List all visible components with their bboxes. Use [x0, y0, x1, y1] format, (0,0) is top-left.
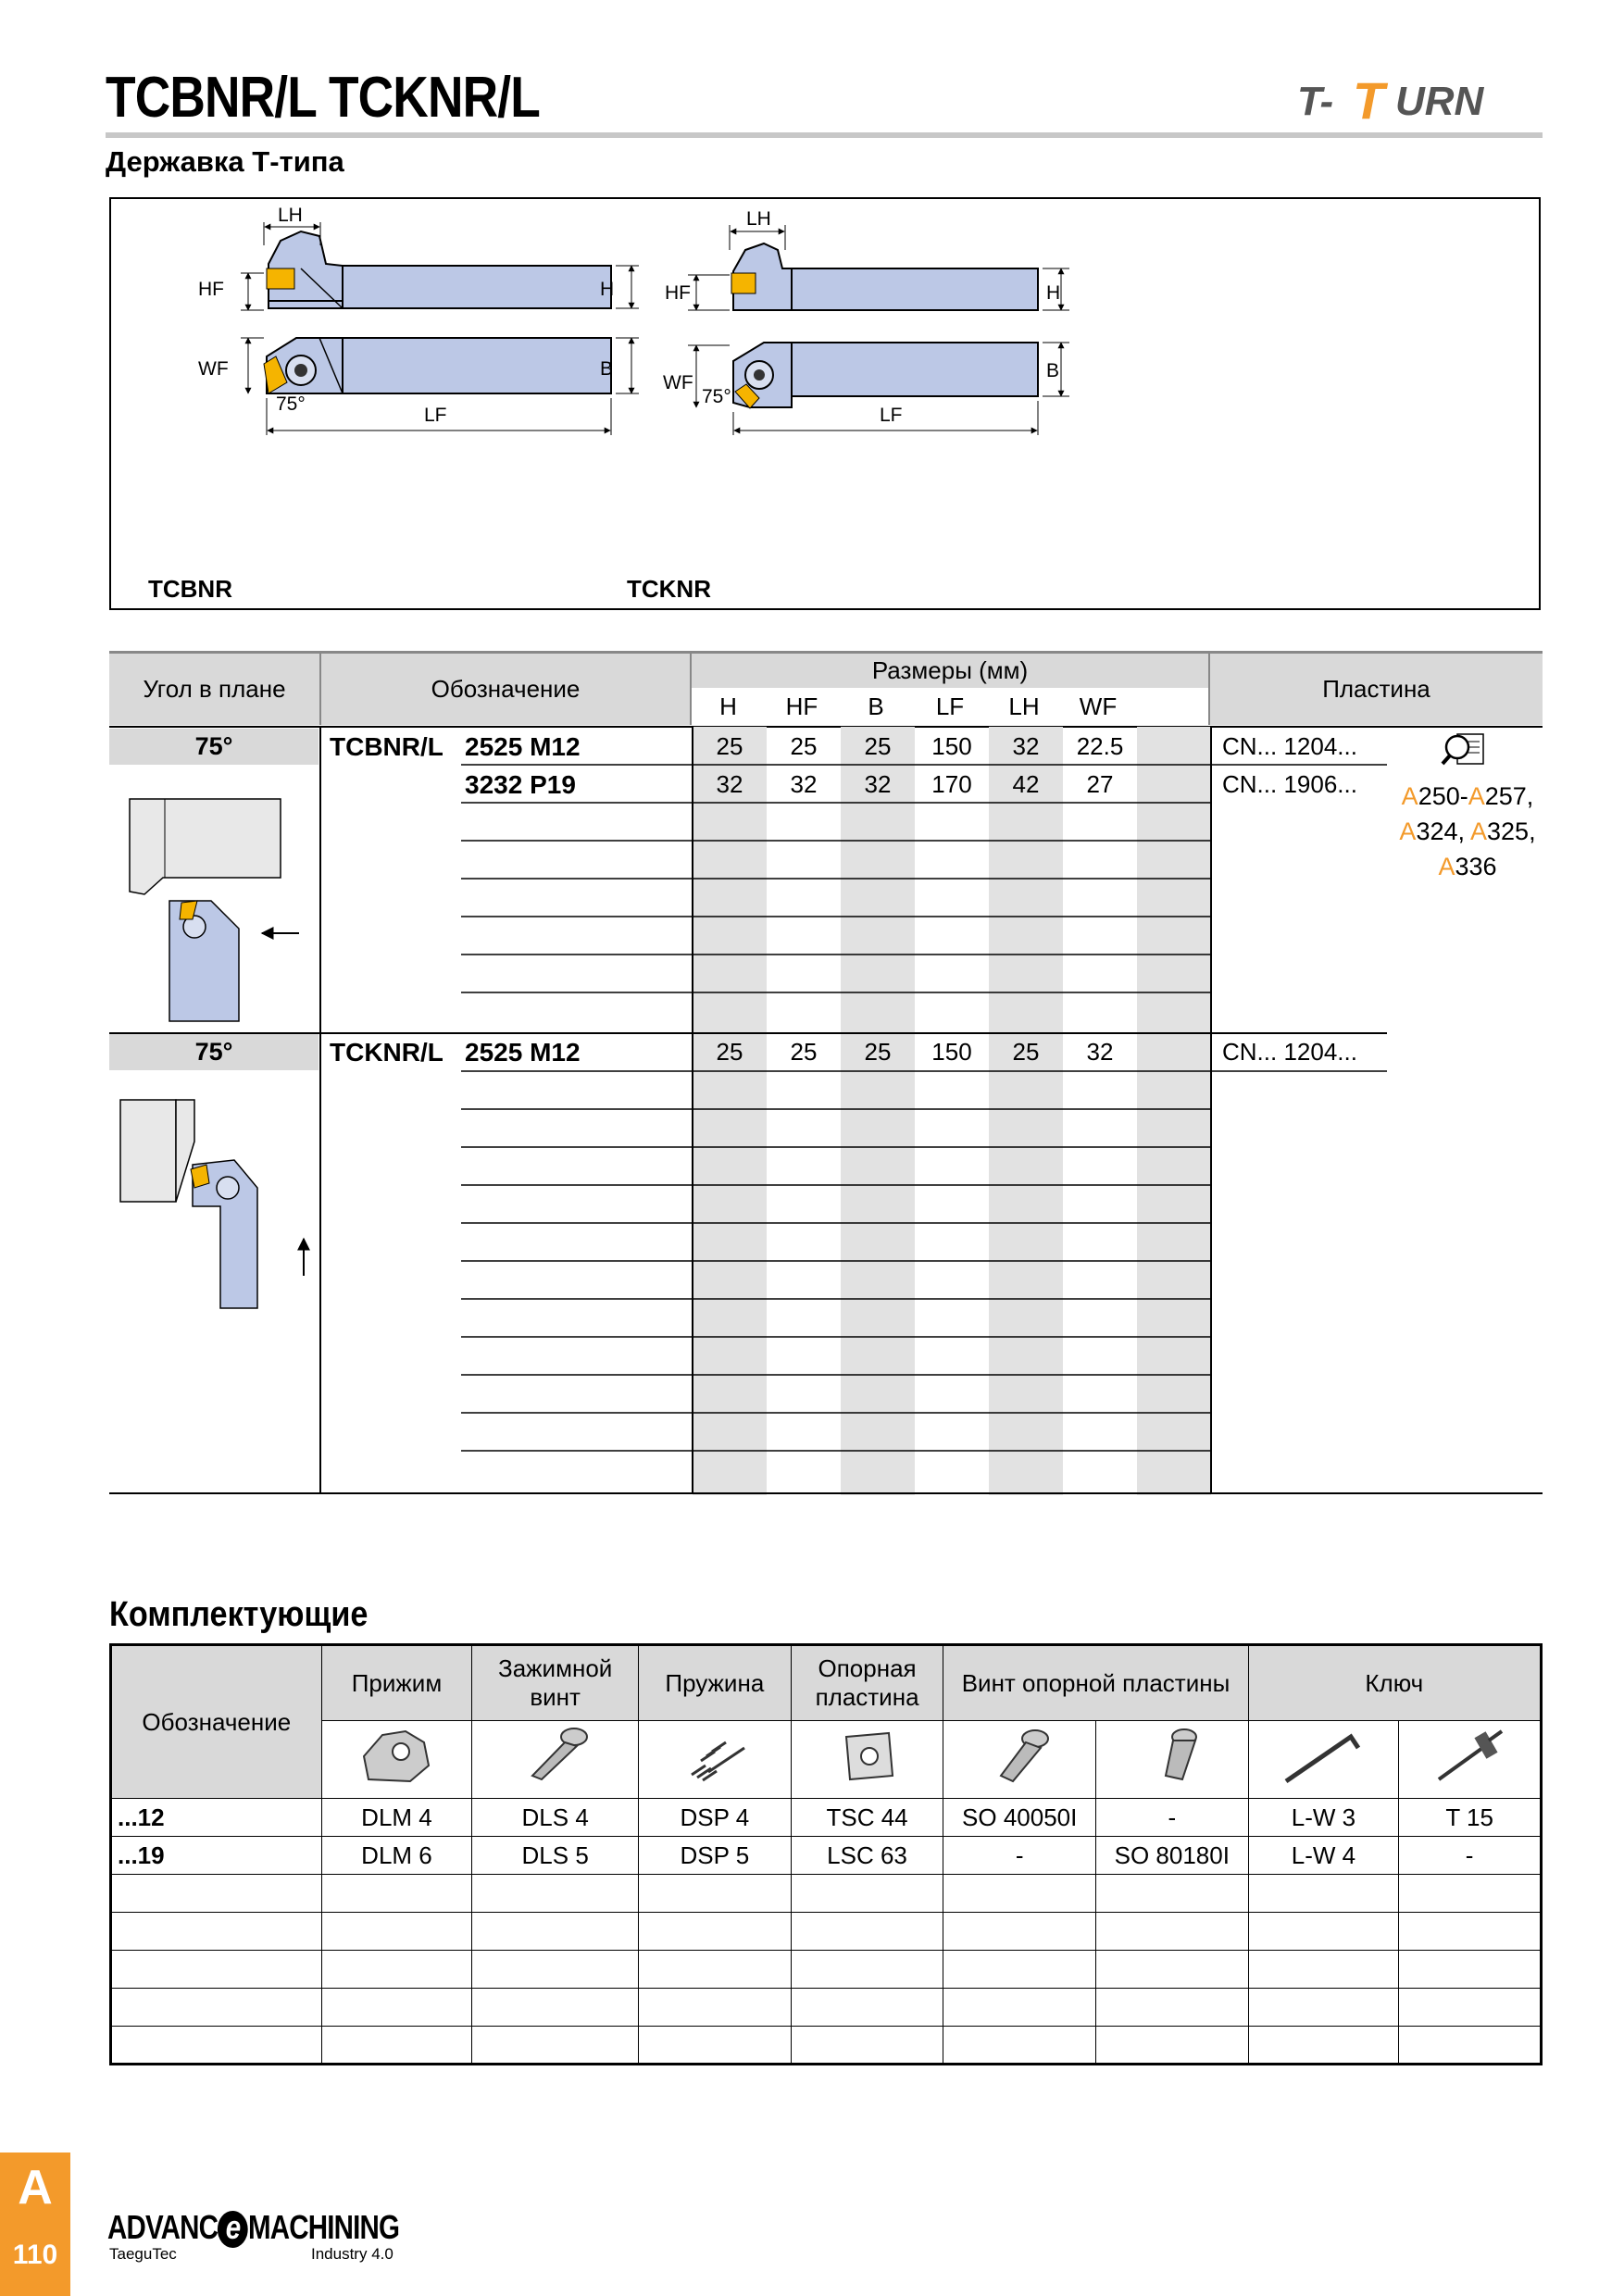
- accessories-table: [109, 1643, 1543, 2065]
- g1r1-code: 2525 M12: [465, 732, 581, 761]
- g2r1-wf: 32: [1086, 1038, 1114, 1066]
- acc-empty-row: [111, 1875, 1542, 1913]
- col-insert: Пластина: [1209, 653, 1543, 725]
- group1-angle: 75°: [194, 732, 233, 760]
- g1r1-wf: 22.5: [1076, 732, 1124, 760]
- col-dimensions: Размеры (мм): [691, 653, 1209, 689]
- acc-empty-row: [111, 1989, 1542, 2027]
- shim-screw-icon-2: [1096, 1721, 1249, 1799]
- logo-part-machining: MACHINING: [247, 2208, 400, 2246]
- torx-key-icon: [1399, 1721, 1542, 1799]
- acc-empty-row: [111, 1951, 1542, 1989]
- col-b: B: [839, 689, 913, 725]
- acc-col-designation: Обозначение: [111, 1645, 322, 1799]
- g1r2-hf: 32: [790, 770, 818, 798]
- dim-lf-right: LF: [880, 405, 903, 426]
- dim-angle-left: 75°: [276, 393, 306, 415]
- acc-empty-row: [111, 2027, 1542, 2065]
- acc-r2-clamp: DLM 6: [321, 1837, 472, 1875]
- acc-r1-key-1: L-W 3: [1248, 1799, 1399, 1837]
- accessories-title: Комплектующие: [109, 1595, 369, 1634]
- g1r1-lf: 150: [931, 732, 972, 760]
- clamp-screw-icon: [472, 1721, 639, 1799]
- dim-angle-right: 75°: [702, 386, 731, 407]
- g2r1-insert: CN... 1204...: [1222, 1038, 1357, 1066]
- caption-tcbnr: TCBNR: [148, 575, 232, 603]
- advance-machining-logo: [107, 2208, 441, 2264]
- col-hf: HF: [765, 689, 839, 725]
- acc-r2-key-2: -: [1399, 1837, 1542, 1875]
- logo-sub-taegutec: TaeguTec: [109, 2245, 177, 2263]
- g1r2-wf: 27: [1086, 770, 1114, 798]
- tool-drawings: [111, 199, 1539, 608]
- acc-r1-key-2: T 15: [1399, 1799, 1542, 1837]
- spring-icon: [639, 1721, 792, 1799]
- logo-sub-industry: Industry 4.0: [311, 2245, 394, 2263]
- acc-r1-shim-screw-2: -: [1096, 1799, 1249, 1837]
- dim-lh-left: LH: [278, 205, 303, 226]
- acc-r1-clamp-screw: DLS 4: [472, 1799, 639, 1837]
- acc-r1-spring: DSP 4: [639, 1799, 792, 1837]
- dim-wf-right: WF: [663, 372, 693, 393]
- col-angle: Угол в плане: [109, 653, 320, 725]
- acc-r2-shim: LSC 63: [791, 1837, 943, 1875]
- g1r2-b: 32: [864, 770, 892, 798]
- dim-lf-left: LF: [424, 405, 447, 426]
- holder-dimensions-table: [109, 651, 1543, 725]
- g1r2-lf: 170: [931, 770, 972, 798]
- catalog-page-refs: A250-A257, A324, A325, A336: [1399, 782, 1536, 880]
- group2-angle: 75°: [194, 1038, 233, 1066]
- dim-h-right: H: [1046, 282, 1061, 304]
- t-turn-logo: [1292, 72, 1542, 130]
- page-title: TCBNR/L TCKNR/L: [106, 66, 540, 130]
- acc-col-clamp-screw: Зажимной винт: [472, 1645, 639, 1721]
- acc-r2-shim-screw-2: SO 80180I: [1096, 1837, 1249, 1875]
- g1r1-insert: CN... 1204...: [1222, 732, 1357, 760]
- dim-h-left: H: [600, 279, 615, 300]
- g1r2-lh: 42: [1012, 770, 1040, 798]
- table-grid: [109, 725, 1543, 1495]
- dim-b-right: B: [1046, 360, 1060, 381]
- dim-wf-left: WF: [198, 358, 229, 380]
- shim-icon: [791, 1721, 943, 1799]
- acc-empty-row: [111, 1913, 1542, 1951]
- g2r1-code: 2525 M12: [465, 1038, 581, 1067]
- tcbnr-thumbnail: [130, 799, 299, 1021]
- acc-r1-designation: ...12: [111, 1799, 322, 1837]
- acc-col-spring: Пружина: [639, 1645, 792, 1721]
- section-letter: A: [18, 2161, 53, 2215]
- g1r1-b: 25: [864, 732, 892, 760]
- group2-prefix: TCKNR/L: [330, 1038, 443, 1067]
- dim-hf-right: HF: [665, 282, 691, 304]
- g2r1-b: 25: [864, 1038, 892, 1066]
- acc-r2-shim-screw-1: -: [943, 1837, 1096, 1875]
- section-page-tab: [0, 2152, 70, 2296]
- title-divider: [106, 132, 1543, 138]
- g1r1-lh: 32: [1012, 732, 1040, 760]
- logo-text-right: URN: [1395, 79, 1484, 124]
- acc-r2-spring: DSP 5: [639, 1837, 792, 1875]
- g2r1-lh: 25: [1012, 1038, 1040, 1066]
- acc-r1-shim-screw-1: SO 40050I: [943, 1799, 1096, 1837]
- dim-hf-left: HF: [198, 279, 224, 300]
- col-lf: LF: [913, 689, 987, 725]
- caption-tcknr: TCKNR: [627, 575, 711, 603]
- acc-r1-clamp: DLM 4: [321, 1799, 472, 1837]
- acc-col-shim-screw: Винт опорной пластины: [943, 1645, 1248, 1721]
- acc-r2-key-1: L-W 4: [1248, 1837, 1399, 1875]
- catalog-reference-icon: [1443, 734, 1483, 764]
- logo-part-e: e: [218, 2211, 248, 2248]
- group1-prefix: TCBNR/L: [330, 732, 443, 761]
- g1r1-hf: 25: [790, 732, 818, 760]
- acc-col-clamp: Прижим: [321, 1645, 472, 1721]
- acc-r2-designation: ...19: [111, 1837, 322, 1875]
- g2r1-hf: 25: [790, 1038, 818, 1066]
- g2r1-lf: 150: [931, 1038, 972, 1066]
- dim-lh-right: LH: [746, 208, 771, 230]
- hex-key-icon: [1248, 1721, 1399, 1799]
- col-h: H: [691, 689, 765, 725]
- g1r1-h: 25: [716, 732, 743, 760]
- acc-r2-clamp-screw: DLS 5: [472, 1837, 639, 1875]
- holder-table-body: [109, 725, 1543, 1495]
- page-number: 110: [12, 2240, 58, 2270]
- tcbnr-side-view: [267, 231, 611, 308]
- page-subtitle: Державка Т-типа: [106, 145, 344, 178]
- tcknr-top-view: [733, 343, 1038, 408]
- g1r2-code: 3232 P19: [465, 770, 576, 799]
- tcknr-thumbnail: [120, 1100, 304, 1308]
- logo-text-left: T-: [1297, 79, 1334, 124]
- logo-text-t: T: [1353, 72, 1385, 130]
- logo-part-advanc: ADVANC: [107, 2208, 219, 2246]
- tcknr-side-view: [731, 243, 1038, 310]
- acc-r1-shim: TSC 44: [791, 1799, 943, 1837]
- col-lh: LH: [987, 689, 1061, 725]
- g1r2-insert: CN... 1906...: [1222, 770, 1357, 798]
- acc-col-key: Ключ: [1248, 1645, 1541, 1721]
- tool-drawing-box: [109, 197, 1541, 610]
- col-wf: WF: [1061, 689, 1135, 725]
- col-designation: Обозначение: [320, 653, 691, 725]
- dim-b-left: B: [600, 358, 614, 380]
- tcbnr-top-view: [264, 338, 614, 393]
- acc-col-shim: Опорная пластина: [791, 1645, 943, 1721]
- shim-screw-icon-1: [943, 1721, 1096, 1799]
- clamp-icon: [321, 1721, 472, 1799]
- g2r1-h: 25: [716, 1038, 743, 1066]
- g1r2-h: 32: [716, 770, 743, 798]
